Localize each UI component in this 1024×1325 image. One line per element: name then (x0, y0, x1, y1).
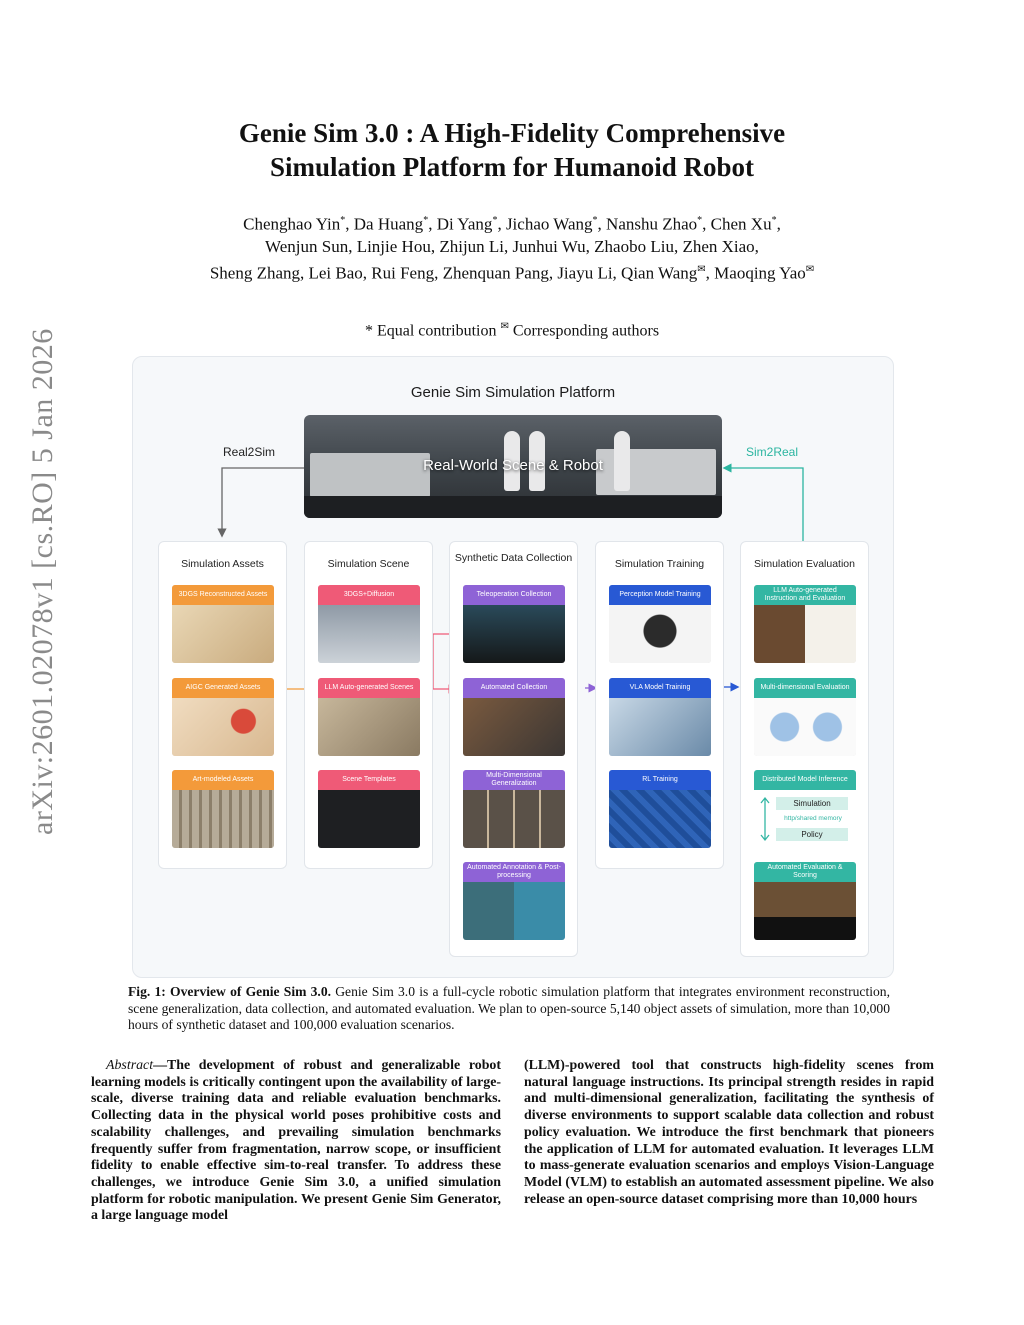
author-name: Nanshu Zhao (606, 214, 698, 234)
arxiv-side-stamp: arXiv:2601.02078v1 [cs.RO] 5 Jan 2026 (26, 328, 59, 835)
real2sim-label: Real2Sim (223, 445, 276, 459)
column-title: Simulation Assets (181, 558, 264, 570)
policy-box: Policy (776, 828, 848, 841)
training-card (609, 678, 711, 756)
figure-title: Genie Sim Simulation Platform (410, 384, 616, 401)
data-card (463, 585, 565, 663)
card-header: Distributed Model Inference (754, 770, 856, 790)
column-title: Simulation Evaluation (754, 558, 855, 570)
card-header: Perception Model Training (609, 585, 711, 605)
author-name: Da Huang (353, 214, 424, 234)
column-synthetic-data-collection (449, 541, 578, 957)
column-title: Simulation Scene (327, 558, 410, 570)
scoring-image (754, 882, 856, 940)
data-card (463, 770, 565, 848)
training-card (609, 585, 711, 663)
auto-collection-image (463, 698, 565, 756)
card-header: AIGC Generated Assets (172, 678, 274, 698)
abstract-left-column: Abstract—The development of robust and generalizable robot learning models is critically contingent upon the availability of large-scale, diverse training data and reliable evaluation benchmarks. Collecting data in the physical world poses prohibitive costs and scalability challenges, and prevailing simulation benchmarks frequently suffer from fragmentation, narrow scope, or insufficient fidelity to enable effective sim-to-real transfer. To address these challenges, we introduce Genie Sim 3.0, a unified simulation platform for robotic manipulation. We present Genie Sim Generator, a large language model (91, 1058, 501, 1224)
card-header: 3DGS+Diffusion (318, 585, 420, 605)
asset-image (172, 698, 274, 756)
hero-label: Real-World Scene & Robot (423, 457, 603, 474)
asset-card (172, 678, 274, 756)
author-line-3: Sheng Zhang, Lei Bao, Rui Feng, Zhenquan Pang, Jiayu Li, Qian Wang✉, Maoqing Yao✉ (209, 263, 815, 283)
eval-card (754, 770, 856, 848)
asset-card (172, 770, 274, 848)
abstract-label: Abstract (106, 1058, 154, 1073)
author-name: Di Yang (436, 214, 493, 234)
annotation-image (463, 882, 565, 940)
scene-image (318, 698, 420, 756)
author-list (100, 210, 924, 285)
author-name: Jichao Wang (505, 214, 593, 234)
abstract-right-column: (LLM)-powered tool that constructs high-fidelity scenes from natural language instructions. Its principal strength resides in rapid and multi-dimensional generalization, facilitating the synthesis of diverse environments to support scalable data collection and robust policy evaluation. We introduce the first benchmark that pioneers the application of LLM for automated evaluation. It leverages LLM to mass-generate evaluation scenarios and employs Vision-Language Model (VLM) to establish an automated assessment pipeline. We also release an open-source dataset comprising more than 10,000 hours (524, 1058, 934, 1207)
contribution-note (100, 321, 924, 340)
author-name: Maoqing Yao (714, 263, 806, 283)
column-title: Synthetic Data Collection (454, 552, 573, 564)
sim2real-label: Sim2Real (746, 445, 799, 459)
equal-mark: * (340, 215, 346, 226)
author-name: Chenghao Yin (243, 214, 341, 234)
http-shared-memory-label: http/shared memory (784, 815, 842, 822)
column-simulation-assets (158, 541, 287, 869)
perception-image (609, 605, 711, 663)
card-header: Automated Collection (463, 678, 565, 698)
column-simulation-evaluation (740, 541, 869, 957)
figure-caption (128, 984, 890, 1034)
equal-mark: * (697, 215, 703, 226)
radar-chart-image (754, 698, 856, 756)
equal-mark: * (771, 215, 777, 226)
real2sim-arrow (222, 468, 304, 535)
eval-card (754, 585, 856, 663)
card-header: Automated Evaluation & Scoring (754, 862, 856, 882)
author-line-1: Chenghao Yin*, Da Huang*, Di Yang*, Jichao Wang*, Nanshu Zhao*, Chen Xu*, (243, 214, 781, 234)
card-header: Art-modeled Assets (172, 770, 274, 790)
author-name: Chen Xu (710, 214, 772, 234)
envelope-icon: ✉ (805, 263, 815, 275)
card-header: LLM Auto-generated Instruction and Evaluation (754, 585, 856, 605)
eval-card (754, 678, 856, 756)
sim2real-arrow (725, 468, 803, 541)
equal-contribution-note: * Equal contribution (364, 322, 497, 340)
simulation-box: Simulation (776, 797, 848, 810)
vla-image (609, 698, 711, 756)
caption-text: Genie Sim 3.0 is a full-cycle robotic simulation platform that integrates environment reconstruction, scene generalization, data collection, and automated evaluation. We plan to open-source 5,140 object assets of simulation, more than 10,000 hours of synthetic dataset and 100,000 evaluation scenarios. (128, 984, 890, 1032)
scene-card (318, 585, 420, 663)
card-header: Teleoperation Collection (463, 585, 565, 605)
eval-card (754, 862, 856, 940)
title-line-1: Genie Sim 3.0 : A High-Fidelity Comprehensive (238, 118, 786, 148)
envelope-icon: ✉ (697, 263, 706, 275)
card-header: Scene Templates (318, 770, 420, 790)
real-world-scene-image (304, 415, 722, 518)
column-title: Simulation Training (614, 558, 705, 570)
asset-image (172, 790, 274, 848)
card-header: Multi-dimensional Evaluation (754, 678, 856, 698)
card-header: LLM Auto-generated Scenes (318, 678, 420, 698)
data-card (463, 862, 565, 940)
card-header: VLA Model Training (609, 678, 711, 698)
overview-figure (132, 356, 894, 978)
scene-card (318, 678, 420, 756)
author-names: Sheng Zhang, Lei Bao, Rui Feng, Zhenquan Pang, Jiayu Li, Qian Wang (209, 263, 698, 283)
floor (304, 496, 722, 518)
scene-image (318, 605, 420, 663)
asset-card (172, 585, 274, 663)
card-header: Multi-Dimensional Generalization (463, 770, 565, 790)
corresponding-authors-note: Corresponding authors (512, 322, 660, 340)
paper-title (100, 116, 924, 184)
card-header: 3DGS Reconstructed Assets (172, 585, 274, 605)
title-line-2: Simulation Platform for Humanoid Robot (269, 152, 755, 182)
bidirectional-arrow-icon (760, 796, 770, 842)
training-card (609, 770, 711, 848)
card-header: RL Training (609, 770, 711, 790)
equal-mark: * (492, 215, 498, 226)
envelope-icon: ✉ (500, 321, 509, 332)
column-simulation-scene (304, 541, 433, 869)
data-card (463, 678, 565, 756)
teleop-image (463, 605, 565, 663)
equal-mark: * (592, 215, 598, 226)
equal-mark: * (423, 215, 429, 226)
card-header: Automated Annotation & Post-processing (463, 862, 565, 882)
generalization-image (463, 790, 565, 848)
asset-image (172, 605, 274, 663)
code-template-image (318, 790, 420, 848)
instruction-image (754, 605, 856, 663)
abstract-text: The development of robust and generalizable robot learning models is critically contingent upon the availability of large-scale, diverse training data and reliable evaluation benchmarks. Collecting data in the physical world poses prohibitive costs and scalability challenges, and prevailing simulation benchmarks frequently suffer from fragmentation, narrow scope, or insufficient fidelity to enable effective sim-to-real transfer. To address these challenges, we introduce Genie Sim 3.0, a unified simulation platform for robotic manipulation. We present Genie Sim Generator, a large language model (91, 1058, 501, 1224)
column-simulation-training (595, 541, 724, 869)
author-line-2: Wenjun Sun, Linjie Hou, Zhijun Li, Junhui Wu, Zhaobo Liu, Zhen Xiao, (265, 237, 759, 257)
scene-card (318, 770, 420, 848)
rl-image (609, 790, 711, 848)
caption-label: Fig. 1: Overview of Genie Sim 3.0. (128, 984, 332, 999)
